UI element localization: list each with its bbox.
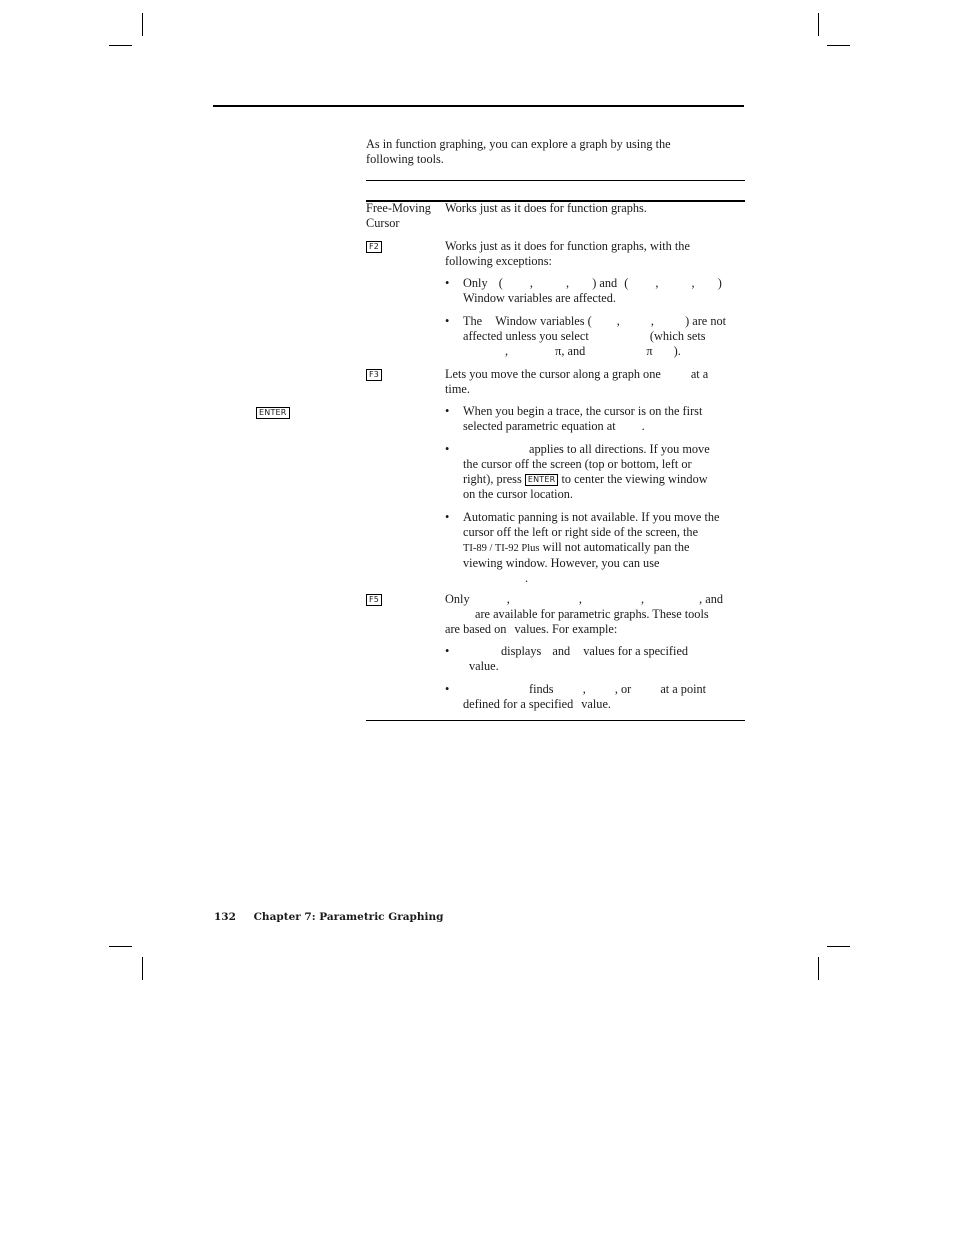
tools-table: [366, 180, 745, 725]
label-zoom: [366, 239, 442, 254]
label-free-moving-cursor: [366, 201, 442, 231]
crop-mark-bottom-right-h: [827, 946, 850, 947]
crop-mark-top-left-h: [109, 45, 132, 46]
desc-trace: Lets you move the cursor along a graph one at a time. • When you begin a trace, the cursor is on the first selected parametric equation at . • applies to all directions. If you move the cursor off the screen (top or bottom, left or right), press ENTER to center the viewing window on the cursor location. • Automatic panning is not available. If you move the cursor off the left or right side of the screen, the TI-89 / TI-92 Plus will not automatically pan the viewing window. However, you can use .: [445, 367, 745, 586]
table-bottom-rule: [366, 720, 745, 721]
margin-enter-key: [256, 405, 290, 420]
list-item: • Only ( , , ) and ( , , ) Window variables are affected.: [445, 276, 722, 305]
zoom-exceptions-list: [445, 276, 745, 359]
crop-mark-bottom-left-h: [109, 946, 132, 947]
intro-line-2: following tools.: [366, 152, 444, 166]
label-trace: [366, 367, 442, 382]
math-examples-list: [445, 644, 745, 712]
label-line-2: Cursor: [366, 216, 400, 230]
crop-mark-bottom-left-v: [142, 957, 143, 980]
page-number: 132: [214, 911, 236, 923]
enter-key-icon: ENTER: [256, 407, 290, 419]
list-item: • finds , , or at a point defined for a specified value.: [445, 682, 707, 711]
f3-key-icon: F3: [366, 369, 382, 381]
desc-math: Only , , , , and are available for parametric graphs. These tools are based on values. For example: • displays and values for a specified value. • finds , , or at a point defined for a specified value.: [445, 592, 745, 712]
desc-zoom: Works just as it does for function graphs, with the following exceptions: • Only ( , , ) and ( , , ) Window variables are affected. • The Window variables ( , , ) are not affected unless you select (which sets , π, and π ).: [445, 239, 745, 359]
crop-mark-top-left-v: [142, 13, 143, 36]
enter-key-icon: ENTER: [525, 474, 559, 486]
crop-mark-top-right-v: [818, 13, 819, 36]
list-item: • The Window variables ( , , ) are not affected unless you select (which sets , π, and π ).: [445, 314, 727, 358]
table-top-rule: [366, 180, 745, 181]
intro-paragraph: [366, 137, 726, 167]
list-item: • displays and values for a specified value.: [445, 644, 689, 673]
trace-notes-list: [445, 404, 745, 586]
list-item: • applies to all directions. If you move the cursor off the screen (top or bottom, left or right), press ENTER to center the viewing window on the cursor location.: [445, 442, 710, 501]
f5-key-icon: F5: [366, 594, 382, 606]
label-line-1: Free-Moving: [366, 201, 431, 215]
f2-key-icon: F2: [366, 241, 382, 253]
label-math: [366, 592, 442, 607]
crop-mark-top-right-h: [827, 45, 850, 46]
chapter-title: Chapter 7: Parametric Graphing: [253, 911, 444, 923]
list-item: • Automatic panning is not available. If you move the cursor off the left or right side of the screen, the TI-89 / TI-92 Plus will not automatically pan the viewing window. However, you can use .: [445, 510, 720, 585]
crop-mark-bottom-right-v: [818, 957, 819, 980]
header-rule: [213, 105, 744, 107]
desc-free-moving-cursor: Works just as it does for function graphs.: [445, 201, 647, 215]
intro-line-1: As in function graphing, you can explore a graph by using the: [366, 137, 671, 151]
list-item: • When you begin a trace, the cursor is on the first selected parametric equation at .: [445, 404, 703, 433]
page-footer: [214, 910, 443, 925]
